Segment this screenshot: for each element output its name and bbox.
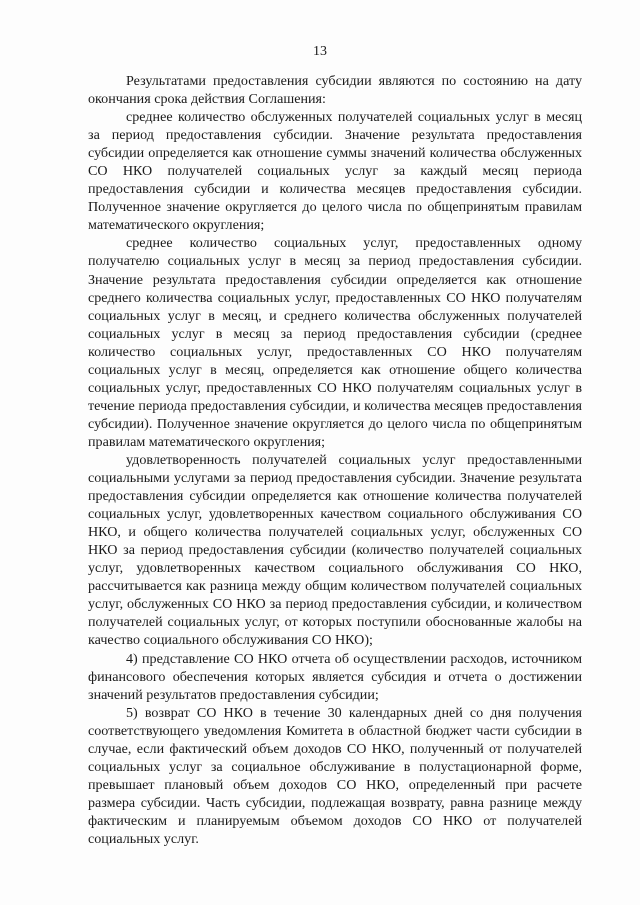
paragraph-satisfaction: удовлетворенность получателей социальных услуг предоставленными социальными услугами за период предоставления субсидии. Значение результата предоставления субсидии определяется как отношение количества получателей социальных услуг, удовлетворенных качеством социального обслуживания СО НКО, и общего количества получателей социальных услуг, обслуженных СО НКО за период предоставления субсидии (количество получателей социальных услуг, удовлетворенных качеством социального обслуживания СО НКО, рассчитывается как разница между общим количеством получателей социальных услуг, обслуженных СО НКО за период предоставления субсидии, и количеством получателей социальных услуг, от которых поступили обоснованные жалобы на качество социального обслуживания СО НКО); [88,451,582,649]
paragraph-item-5-refund: 5) возврат СО НКО в течение 30 календарных дней со дня получения соответствующего уведомления Комитета в областной бюджет части субсидии в случае, если фактический объем доходов СО НКО, полученный от получателей социальных услуг за социальное обслуживание в полустационарной форме, превышает плановый объем доходов СО НКО, определенный при расчете размера субсидии. Часть субсидии, подлежащая возврату, равна разнице между фактическим и планируемым объемом доходов СО НКО от получателей социальных услуг. [88,704,582,847]
paragraph-average-recipients: среднее количество обслуженных получателей социальных услуг в месяц за период предоставления субсидии. Значение результата предоставления субсидии определяется как отношение суммы значений количества обслуженных СО НКО получателей социальных услуг за каждый месяц периода предоставления субсидии и количества месяцев предоставления субсидии. Полученное значение округляется до целого числа по общепринятым правилам математического округления; [88,109,582,234]
paragraph-item-4-report: 4) представление СО НКО отчета об осуществлении расходов, источником финансового обеспечения которых является субсидия и отчета о достижении значений результатов предоставления субсидии; [88,650,582,703]
page-number: 13 [313,44,327,59]
paragraph-average-services: среднее количество социальных услуг, предоставленных одному получателю социальных услуг в месяц за период предоставления субсидии. Значение результата предоставления субсидии определяется как отношение среднего количества социальных услуг, предоставленных СО НКО получателям социальных услуг в месяц, и среднего количества обслуженных получателей социальных услуг в месяц за период предоставления субсидии (среднее количество социальных услуг, предоставленных СО НКО получателям социальных услуг в месяц, определяется как отношение общего количества социальных услуг, предоставленных СО НКО получателям социальных услуг в течение периода предоставления субсидии, и количества месяцев предоставления субсидии). Полученное значение округляется до целого числа по общепринятым правилам математического округления; [88,235,582,450]
paragraph-results-intro: Результатами предоставления субсидии являются по состоянию на дату окончания срока действия Соглашения: [88,73,582,108]
document-body [88,72,582,848]
